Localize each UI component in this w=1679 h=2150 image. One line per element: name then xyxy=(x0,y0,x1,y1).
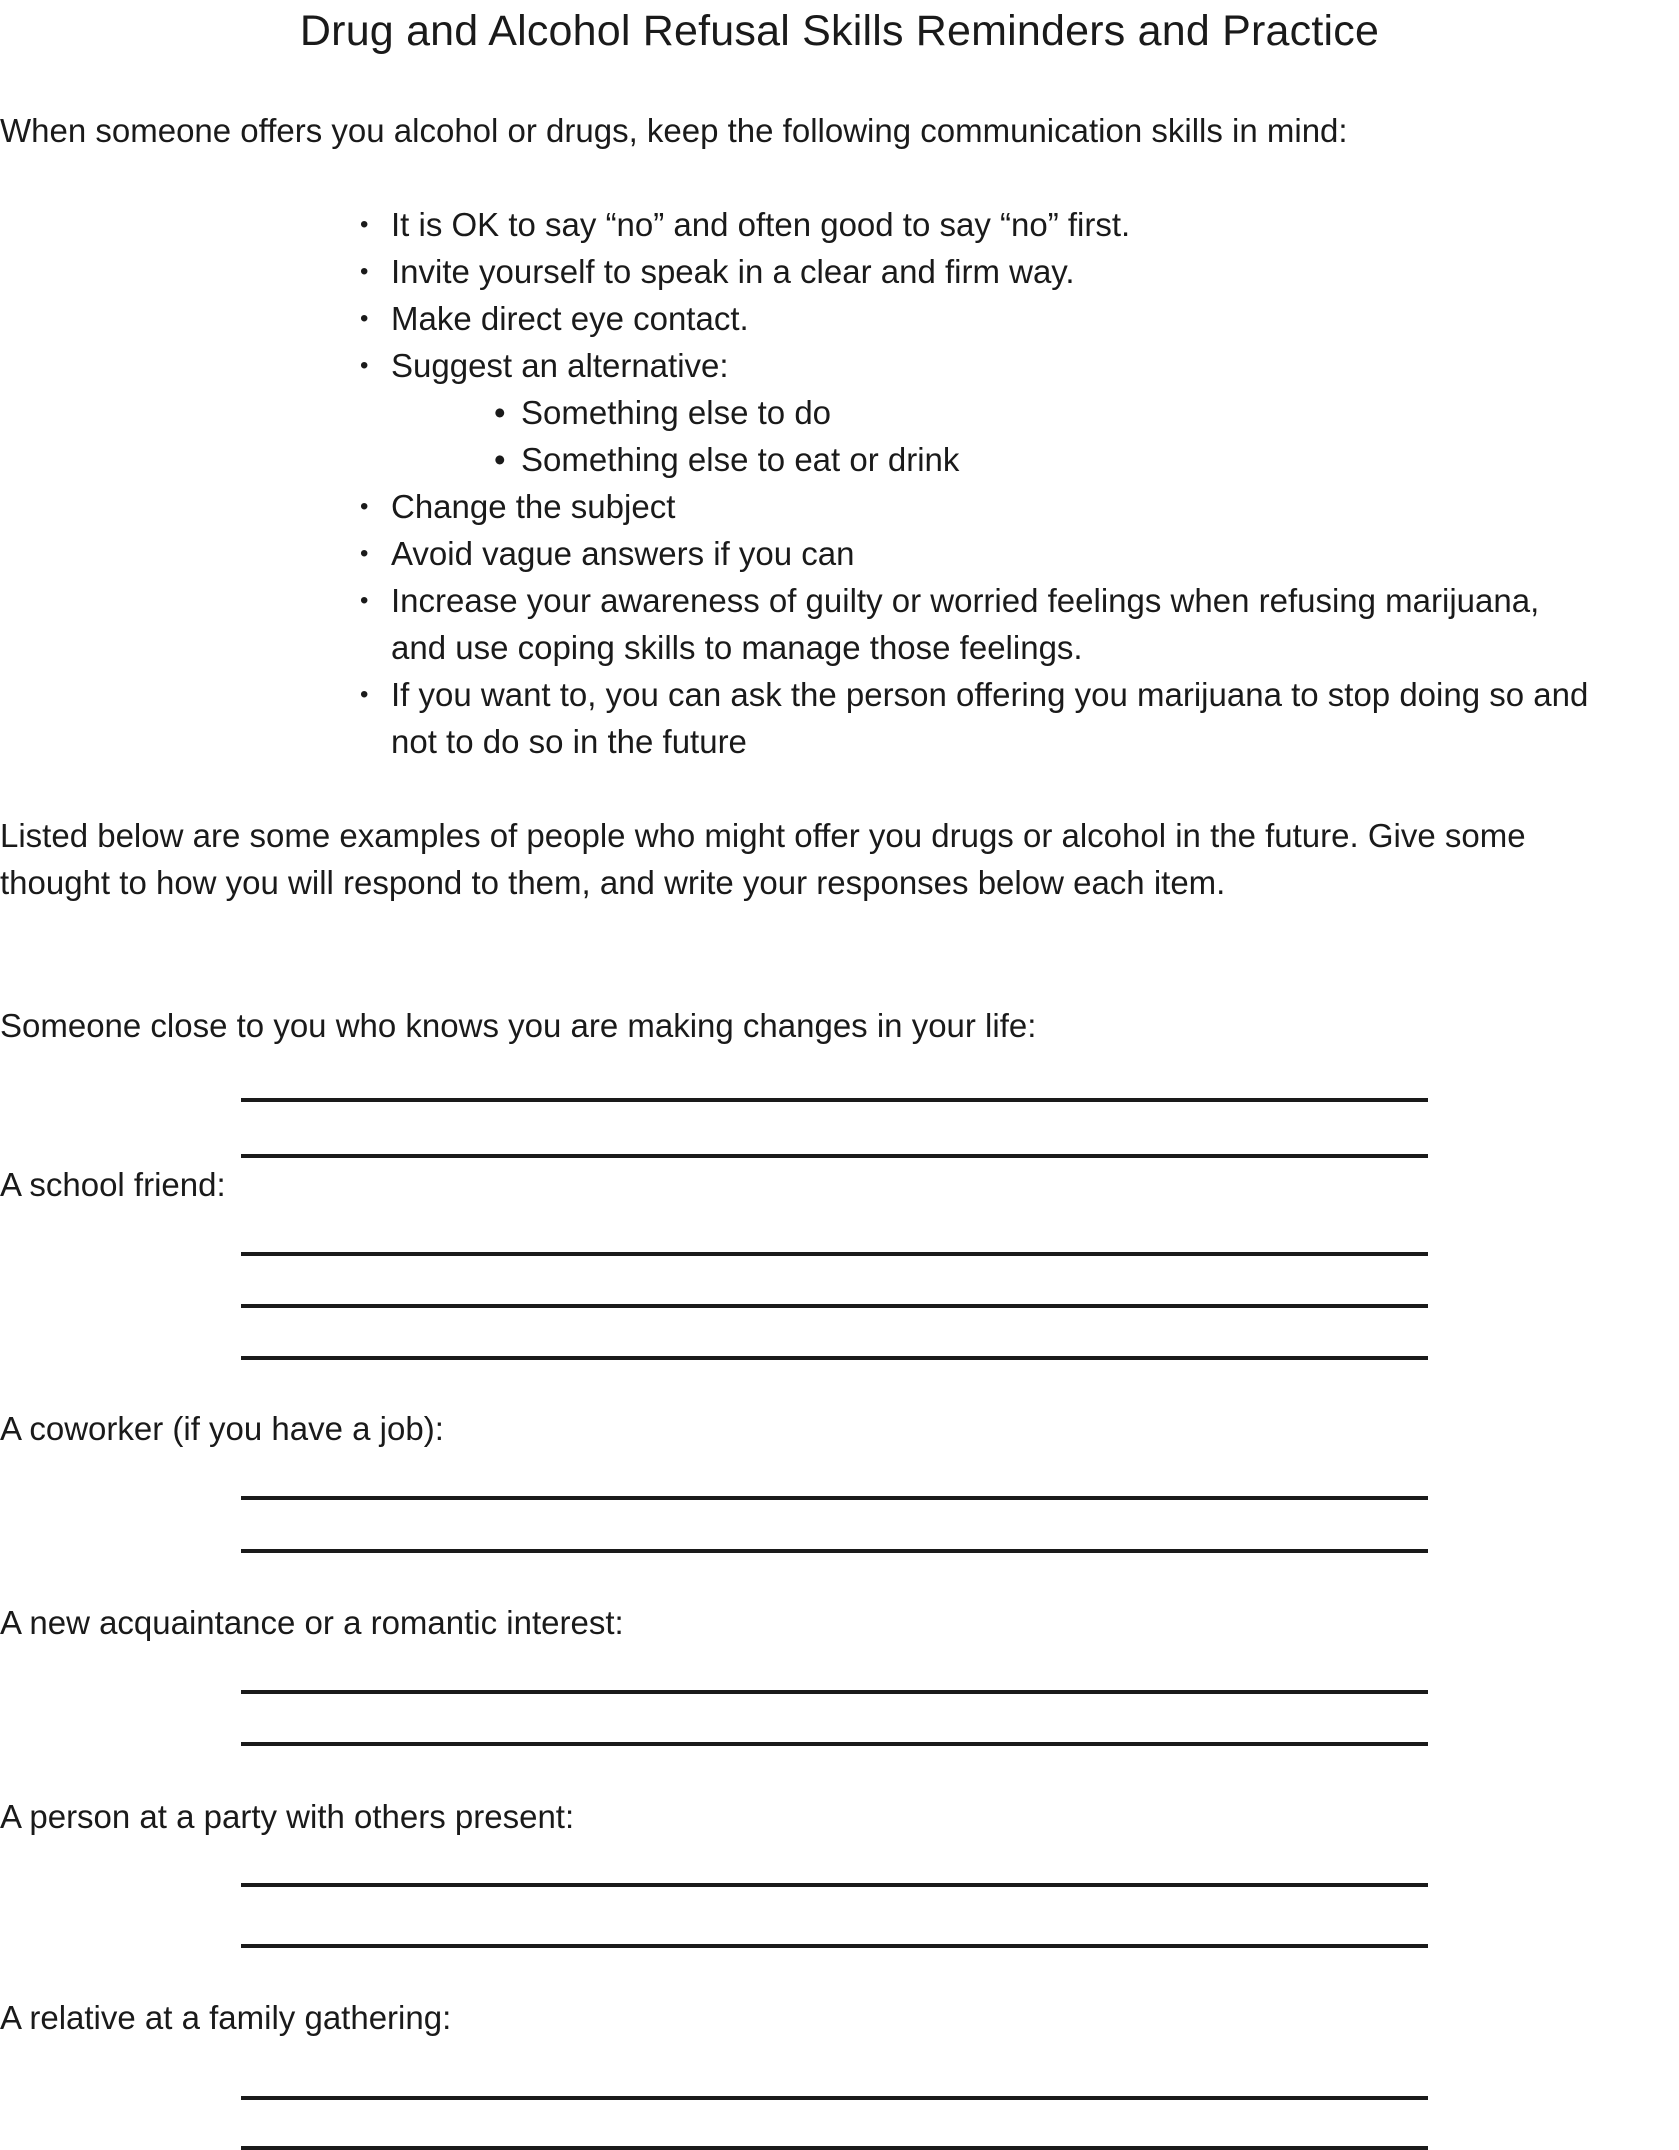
response-line[interactable] xyxy=(241,1549,1428,1553)
list-item: • Increase your awareness of guilty or worried feelings when refusing marijuana, xyxy=(360,577,1588,624)
instructions-text-line-1: Listed below are some examples of people who might offer you drugs or alcohol in the future. Give some xyxy=(0,817,1526,854)
prompt-school-friend: A school friend: xyxy=(0,1166,226,1203)
list-item: • Make direct eye contact. xyxy=(360,295,1588,342)
list-item-continuation: and use coping skills to manage those feelings. xyxy=(391,629,1083,666)
response-line[interactable] xyxy=(241,1304,1428,1308)
prompt-party-person: A person at a party with others present: xyxy=(0,1798,575,1835)
response-line[interactable] xyxy=(241,1742,1428,1746)
response-line[interactable] xyxy=(241,1944,1428,1948)
response-line[interactable] xyxy=(241,1356,1428,1360)
list-item-continuation: not to do so in the future xyxy=(391,723,747,760)
prompt-close-person: Someone close to you who knows you are making changes in your life: xyxy=(0,1007,1037,1044)
page-title: Drug and Alcohol Refusal Skills Reminders and Practice xyxy=(299,7,1380,55)
prompt-relative: A relative at a family gathering: xyxy=(0,1999,452,2036)
list-item: • Change the subject xyxy=(360,483,1588,530)
intro-text: When someone offers you alcohol or drugs, keep the following communication skills in mind: xyxy=(0,112,1348,149)
prompt-coworker: A coworker (if you have a job): xyxy=(0,1410,444,1447)
response-line[interactable] xyxy=(241,1883,1428,1887)
response-line[interactable] xyxy=(241,1252,1428,1256)
response-line[interactable] xyxy=(241,1154,1428,1158)
sub-list-item: • Something else to eat or drink xyxy=(360,436,1588,483)
list-item: • It is OK to say “no” and often good to say “no” first. xyxy=(360,201,1588,248)
prompt-new-acquaintance: A new acquaintance or a romantic interest: xyxy=(0,1604,624,1641)
sub-list-item: • Something else to do xyxy=(360,389,1588,436)
list-item: • Avoid vague answers if you can xyxy=(360,530,1588,577)
list-item: • Invite yourself to speak in a clear and firm way. xyxy=(360,248,1588,295)
response-line[interactable] xyxy=(241,1496,1428,1500)
instructions-text-line-2: thought to how you will respond to them, and write your responses below each item. xyxy=(0,864,1226,901)
response-line[interactable] xyxy=(241,1098,1428,1102)
list-item: • Suggest an alternative: xyxy=(360,342,1588,389)
response-line[interactable] xyxy=(241,2096,1428,2100)
list-item: • If you want to, you can ask the person offering you marijuana to stop doing so and xyxy=(360,671,1588,718)
response-line[interactable] xyxy=(241,1690,1428,1694)
response-line[interactable] xyxy=(241,2146,1428,2150)
skills-list xyxy=(360,201,1588,765)
